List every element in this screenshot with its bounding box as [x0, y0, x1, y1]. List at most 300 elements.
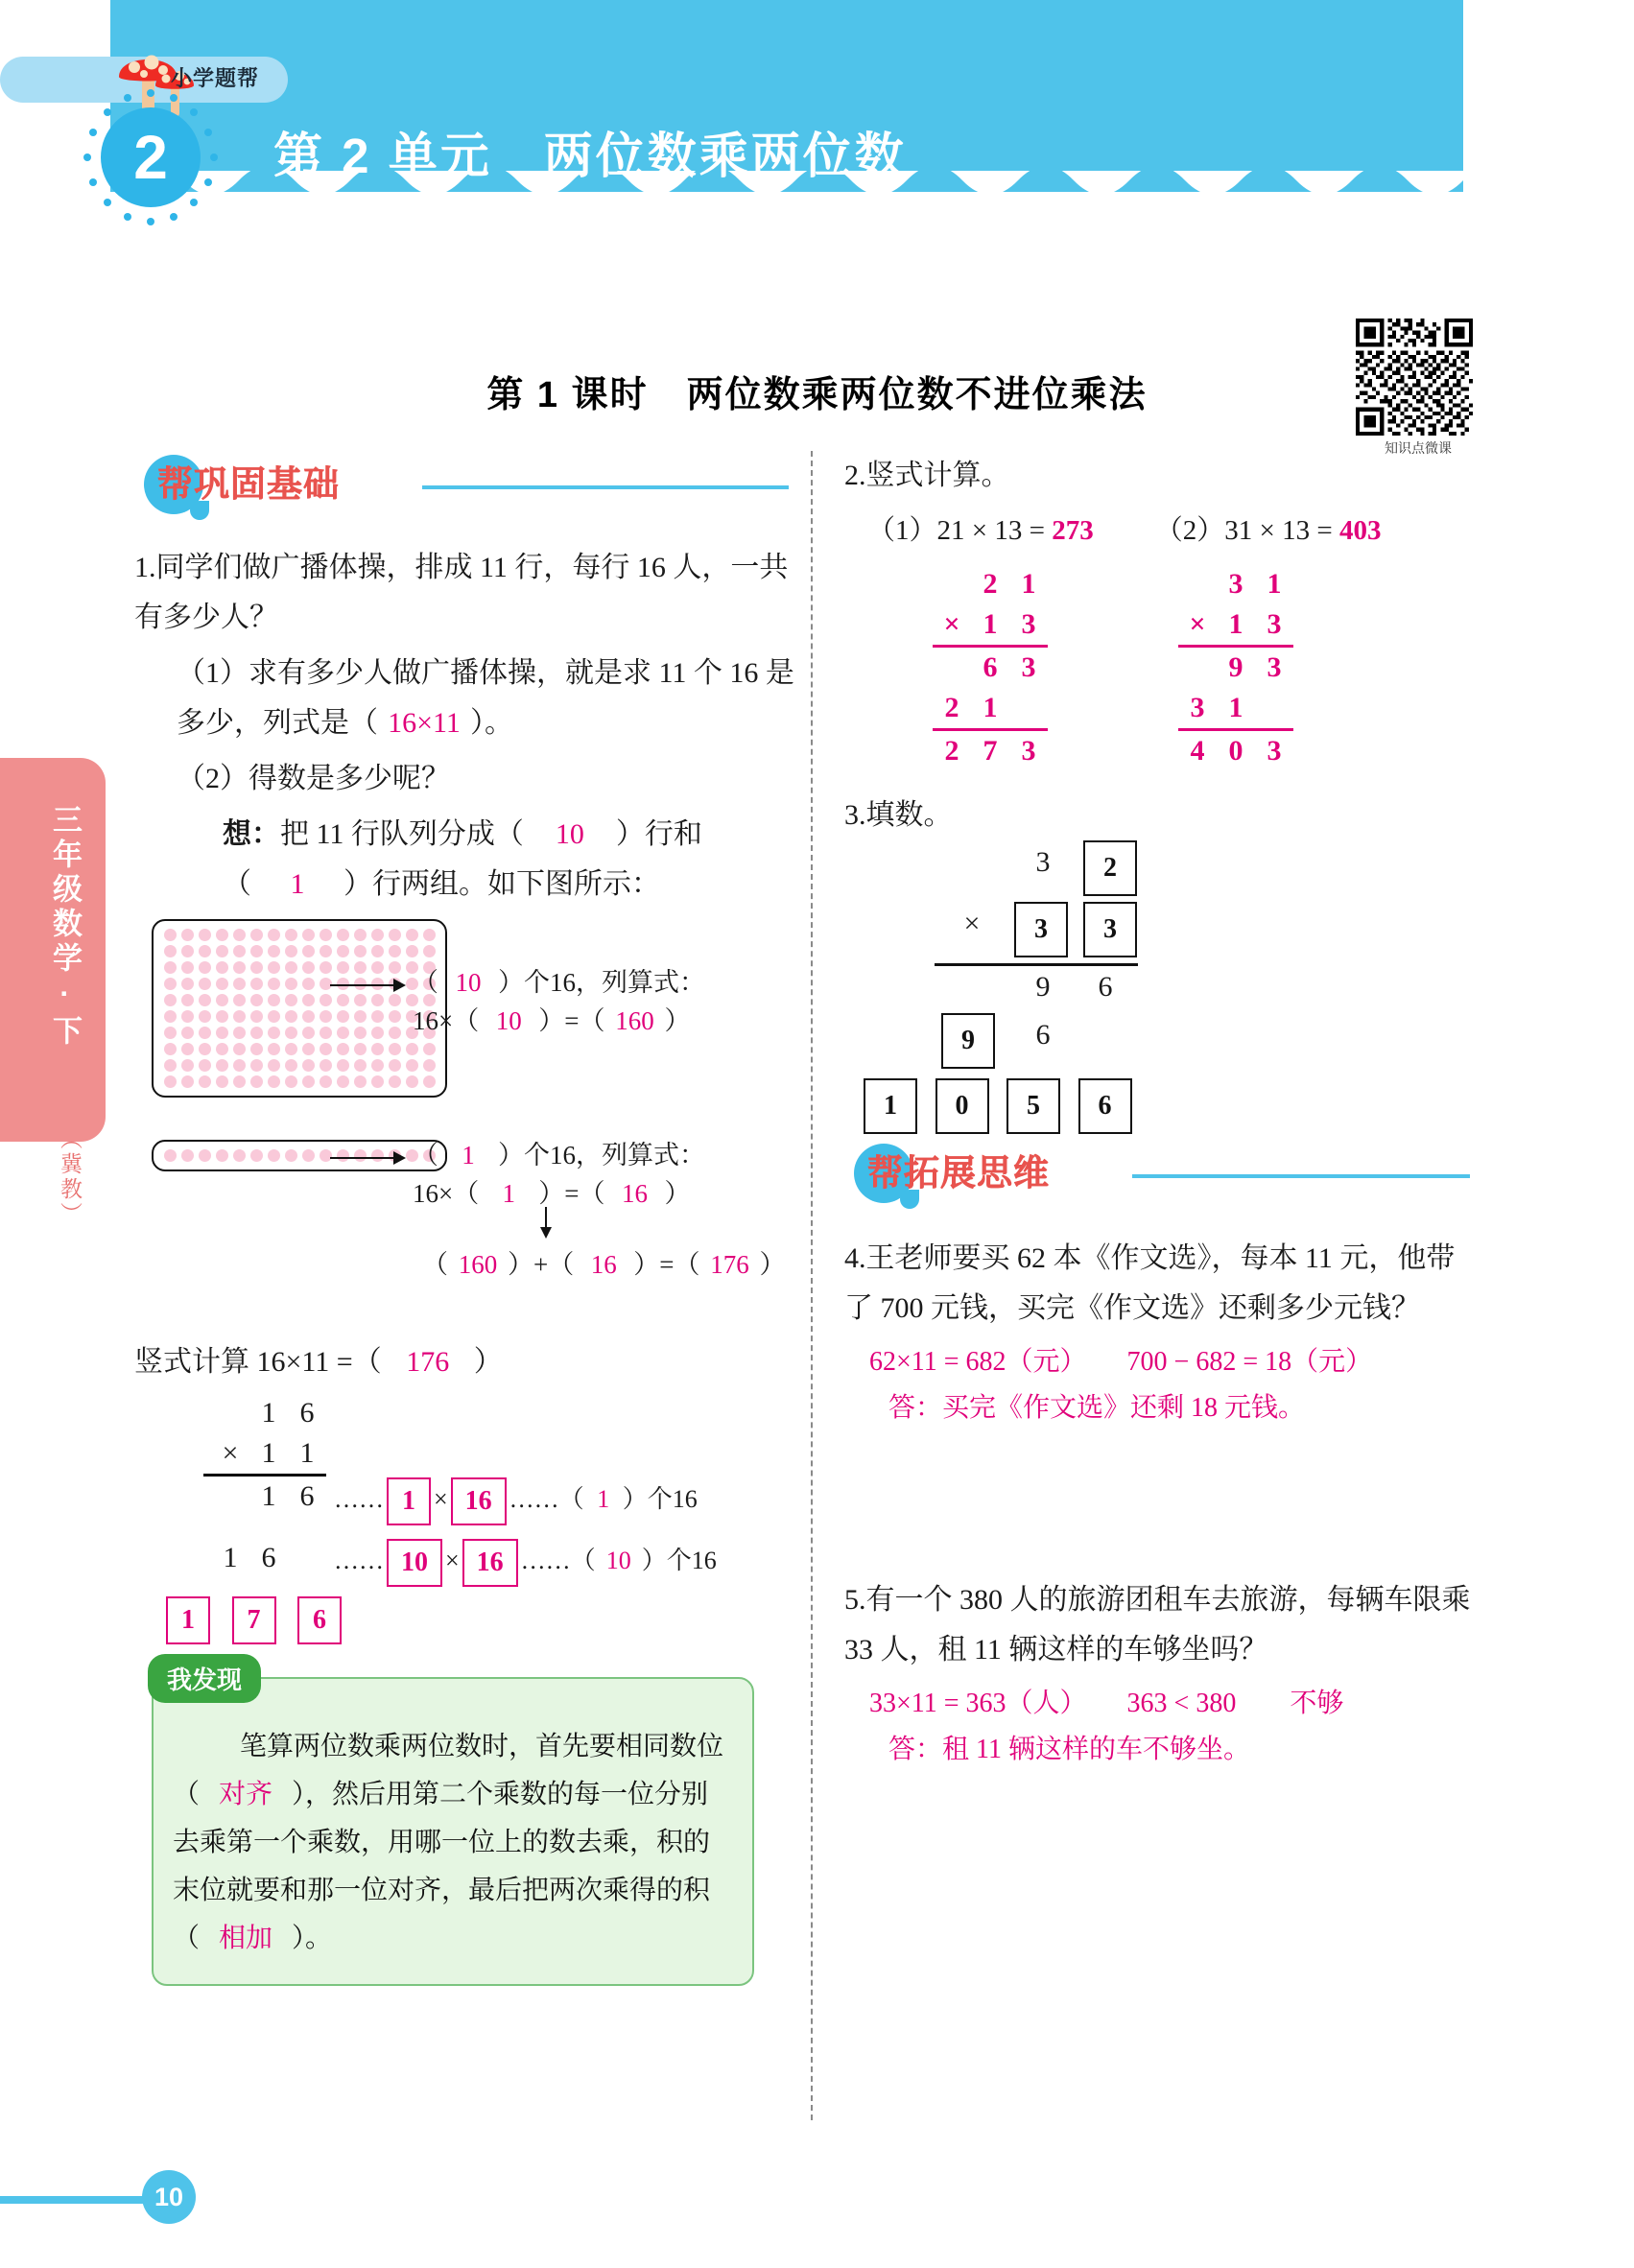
- page-number: 10: [142, 2170, 196, 2224]
- dot-row: [161, 1008, 438, 1025]
- sum-value-3[interactable]: 176: [710, 1250, 749, 1279]
- question-5: [844, 1575, 1478, 1675]
- arrow-head-top: [393, 979, 406, 992]
- grid-dot: [181, 961, 194, 974]
- grid-dot: [268, 1149, 280, 1162]
- grid-dot: [337, 1043, 349, 1055]
- grid-dot: [268, 961, 280, 974]
- grid-dot: [164, 994, 177, 1006]
- q3-partial1-tens: 9: [1035, 971, 1051, 1003]
- note1-tail-b: ）个16: [622, 1484, 698, 1513]
- q2-item1-label: （1）: [867, 515, 937, 546]
- grid-dot: [181, 994, 194, 1006]
- q3-multiply-sign: ×: [963, 908, 981, 939]
- sum-arrow-wrap: [134, 1213, 796, 1245]
- grid-dot: [406, 945, 418, 957]
- grid-dot: [164, 1149, 177, 1162]
- q1-p1-answer[interactable]: 16×11: [388, 707, 461, 739]
- grid-dot: [320, 994, 332, 1006]
- eq-bot-result[interactable]: 16: [621, 1179, 648, 1208]
- q2c1-partial2-ones: 1: [983, 692, 998, 723]
- note2-box-b[interactable]: 16: [462, 1539, 518, 1587]
- grid-dot: [268, 978, 280, 990]
- q1-number: 1.: [134, 552, 156, 583]
- vcalc-row-partial-2: [211, 1538, 326, 1578]
- q2-vertical-calcs: [844, 564, 1478, 771]
- q1-p1-text-b: ）。: [470, 707, 513, 739]
- dot-row: [161, 1025, 438, 1041]
- grid-dot: [285, 1149, 297, 1162]
- unit-number: 2: [133, 123, 168, 192]
- grid-dot: [164, 945, 177, 957]
- think-text-d: ）行两组。如下图所示：: [343, 868, 660, 900]
- q3-total-box-2[interactable]: 0: [935, 1078, 989, 1134]
- grid-dot: [164, 1043, 177, 1055]
- grid-dot: [199, 1075, 211, 1088]
- q4-work[interactable]: 62×11 = 682（元） 700 − 682 = 18（元）: [869, 1347, 1373, 1377]
- grid-dot: [337, 1149, 349, 1162]
- q3-multiplier-box-a[interactable]: 3: [1014, 902, 1068, 957]
- grid-dot: [199, 945, 211, 957]
- grid-dot: [216, 1027, 228, 1039]
- discover-answer-2[interactable]: 相加: [219, 1924, 273, 1953]
- grid-dot: [337, 961, 349, 974]
- q1-result-boxes: [163, 1596, 344, 1644]
- q2-vcalc-2: [1178, 564, 1293, 771]
- q3-rule-1: [935, 963, 1138, 966]
- array-eq-top: [413, 1002, 690, 1040]
- grid-dot: [164, 1027, 177, 1039]
- grid-dot: [337, 1059, 349, 1072]
- grid-dot: [199, 1027, 211, 1039]
- grid-dot: [302, 1059, 315, 1072]
- down-arrow-icon: [537, 1207, 555, 1244]
- grid-dot: [354, 929, 367, 941]
- grid-dot: [181, 1059, 194, 1072]
- label-top-a: （: [413, 968, 438, 997]
- partial1-ones: 6: [299, 1480, 315, 1512]
- dot-row: [161, 959, 438, 976]
- grid-dot: [302, 1027, 315, 1039]
- grid-dot: [302, 1149, 315, 1162]
- section-header-basics: [134, 451, 796, 520]
- grid-dot: [250, 1010, 263, 1023]
- grid-dot: [233, 1027, 246, 1039]
- grid-dot: [216, 1149, 228, 1162]
- grid-dot: [337, 929, 349, 941]
- note2-dots-a: ……: [334, 1546, 384, 1574]
- grid-dot: [354, 994, 367, 1006]
- partial1-tens: 1: [261, 1480, 276, 1512]
- vcalc-row-multiplier: [211, 1433, 326, 1474]
- discover-text-a: 笔算两位数乘两位数时，首先要相同数位（: [173, 1732, 724, 1809]
- q2-item2-result[interactable]: 403: [1338, 515, 1382, 546]
- grid-dot: [181, 1149, 194, 1162]
- discover-text-c: ）。: [292, 1924, 333, 1953]
- eq-bot-b: ）=（: [538, 1179, 605, 1208]
- grid-dot: [423, 1075, 436, 1088]
- grid-dot: [285, 929, 297, 941]
- q3-total-box-4[interactable]: 6: [1078, 1078, 1132, 1134]
- question-1: [134, 543, 796, 643]
- think-text-a: 把 11 行队列分成（: [280, 818, 524, 850]
- partial2-tens: 1: [223, 1542, 238, 1573]
- q3-total-box-3[interactable]: 5: [1006, 1078, 1060, 1134]
- grid-dot: [371, 1010, 384, 1023]
- sum-value-1[interactable]: 160: [458, 1250, 498, 1279]
- sum-d: ）: [759, 1250, 786, 1279]
- grid-dot: [268, 1027, 280, 1039]
- grid-dot: [216, 978, 228, 990]
- vertical-intro-a: 竖式计算 16×11 =（: [134, 1346, 382, 1378]
- grid-dot: [406, 1043, 418, 1055]
- grid-dot: [371, 994, 384, 1006]
- grid-dot: [371, 1043, 384, 1055]
- grid-dot: [250, 961, 263, 974]
- grid-dot: [250, 1027, 263, 1039]
- q2c1-multiplier-ones: 3: [1021, 608, 1036, 640]
- q2-expr-2: [1155, 507, 1382, 555]
- grid-dot: [199, 978, 211, 990]
- grid-dot: [302, 994, 315, 1006]
- grid-dot: [233, 1075, 246, 1088]
- label-bot-a: （: [413, 1141, 438, 1169]
- q3-vertical-calc: [884, 846, 1478, 1134]
- q3-stem: 填数。: [865, 799, 953, 831]
- section-header-extend: [844, 1140, 1478, 1209]
- q1-p1-text-a: 求有多少人做广播体操，就是求 11 个 16 是多少，列式是（: [177, 657, 794, 739]
- q1-part1: [134, 649, 796, 748]
- grid-dot: [337, 945, 349, 957]
- q1-p1-label: （1）: [177, 657, 249, 689]
- arrow-line-bottom: [330, 1157, 395, 1159]
- column-divider: [811, 451, 813, 2120]
- q5-answer-label: 答：: [888, 1735, 943, 1764]
- right-column: [844, 451, 1478, 1773]
- discover-answer-1[interactable]: 对齐: [219, 1780, 273, 1809]
- grid-dot: [302, 978, 315, 990]
- grid-dot: [181, 1075, 194, 1088]
- grid-dot: [337, 1027, 349, 1039]
- q2c2-total-tens: 0: [1228, 735, 1243, 767]
- q5-work[interactable]: 33×11 = 363（人） 363 < 380 不够: [869, 1689, 1344, 1718]
- grid-dot: [216, 1059, 228, 1072]
- grid-dot: [389, 1027, 401, 1039]
- arrow-head-bottom: [393, 1151, 406, 1165]
- grid-dot: [406, 1059, 418, 1072]
- note1-times: ×: [434, 1484, 448, 1513]
- grid-dot: [302, 1010, 315, 1023]
- q2c2-multiply-sign: ×: [1189, 608, 1206, 640]
- note2-box-a[interactable]: 10: [387, 1539, 442, 1587]
- grid-dot: [233, 929, 246, 941]
- note2-times: ×: [445, 1546, 460, 1574]
- q5-answer-text: 租 11 辆这样的车不够坐。: [942, 1735, 1250, 1764]
- grid-dot: [181, 929, 194, 941]
- grid-dot: [389, 961, 401, 974]
- q3-partial2-box[interactable]: 9: [941, 1013, 995, 1069]
- grid-dot: [371, 1027, 384, 1039]
- note1-dots-a: ……: [334, 1484, 384, 1513]
- q2c2-partial1-tens: 9: [1228, 651, 1243, 683]
- discover-text-b: ），然后用第二个乘数的每一位分别去乘第一个乘数，用哪一位上的数去乘，积的末位就要和那一位对齐，最后把两次乘得的积（: [173, 1780, 711, 1953]
- grid-dot: [389, 1043, 401, 1055]
- grid-dot: [216, 1043, 228, 1055]
- grid-dot: [285, 945, 297, 957]
- grid-dot: [250, 1075, 263, 1088]
- discover-box: [152, 1666, 754, 1986]
- grid-dot: [216, 1075, 228, 1088]
- q2c2-partial1-ones: 3: [1267, 651, 1282, 683]
- eq-top-b: ）=（: [538, 1006, 605, 1035]
- grid-dot: [233, 1059, 246, 1072]
- grid-dot: [285, 1043, 297, 1055]
- section-label-basics: 帮巩固基础: [157, 464, 340, 504]
- result-box-ones[interactable]: 6: [297, 1596, 342, 1644]
- grid-dot: [337, 994, 349, 1006]
- grid-dot: [181, 1010, 194, 1023]
- section-rule: [422, 485, 789, 489]
- grid-dot: [423, 1043, 436, 1055]
- eq-top-c: ）: [664, 1006, 691, 1035]
- q2c1-total-ones: 3: [1021, 735, 1036, 767]
- q2c1-multiplicand-ones: 1: [1021, 568, 1036, 600]
- q1-vertical-calc: [154, 1393, 796, 1652]
- q2c2-total-hundreds: 4: [1190, 735, 1205, 767]
- grid-dot: [285, 1027, 297, 1039]
- note1-box-b[interactable]: 16: [451, 1477, 507, 1525]
- note1-tail-answer[interactable]: 1: [597, 1484, 610, 1513]
- grid-dot: [320, 1075, 332, 1088]
- array-label-bottom: [413, 1136, 705, 1174]
- note1-tail-a: （: [558, 1484, 584, 1513]
- think-text-b: ）行和: [615, 818, 702, 850]
- grid-dot: [199, 961, 211, 974]
- q4-answer[interactable]: [844, 1385, 1478, 1431]
- label-top-b: ）个16，列算式：: [498, 968, 705, 997]
- grid-dot: [164, 978, 177, 990]
- multiplicand-ones: 6: [299, 1397, 315, 1429]
- partial2-ones: 6: [261, 1542, 276, 1573]
- note1-box-a[interactable]: 1: [387, 1477, 431, 1525]
- grid-dot: [250, 1059, 263, 1072]
- grid-dot: [389, 945, 401, 957]
- vcalc-row-partial-1: [211, 1477, 326, 1517]
- grid-dot: [216, 945, 228, 957]
- grid-dot: [354, 945, 367, 957]
- note2-tail-answer[interactable]: 10: [605, 1546, 631, 1574]
- array-box-top: [152, 919, 447, 1098]
- result-box-tens[interactable]: 7: [232, 1596, 276, 1644]
- q2c2-multiplier-ones: 3: [1267, 608, 1282, 640]
- q2c1-total-tens: 7: [983, 735, 998, 767]
- grid-dot: [216, 929, 228, 941]
- grid-dot: [233, 1149, 246, 1162]
- grid-dot: [199, 1043, 211, 1055]
- grid-dot: [199, 929, 211, 941]
- grid-dot: [181, 1043, 194, 1055]
- grid-dot: [337, 1075, 349, 1088]
- q2c2-multiplier-tens: 1: [1228, 608, 1243, 640]
- q5-stem: 有一个 380 人的旅游团租车去旅游，每辆车限乘 33 人，租 11 辆这样的车够坐吗？: [844, 1584, 1471, 1666]
- grid-dot: [389, 1059, 401, 1072]
- eq-bot-a: 16×（: [413, 1179, 480, 1208]
- q2c2-multiplicand-tens: 3: [1228, 568, 1243, 600]
- grid-dot: [268, 1010, 280, 1023]
- grid-dot: [371, 1059, 384, 1072]
- q4-stem: 王老师要买 62 本《作文选》，每本 11 元，他带了 700 元钱，买完《作文选》还剩多少元钱？: [844, 1242, 1456, 1324]
- grid-dot: [164, 929, 177, 941]
- q3-partial1-ones: 6: [1098, 971, 1113, 1003]
- grid-dot: [354, 961, 367, 974]
- q2c2-partial2-ones: 1: [1228, 692, 1243, 723]
- left-column: [134, 451, 796, 1986]
- grid-dot: [320, 1027, 332, 1039]
- q1-vertical-intro: [134, 1337, 796, 1387]
- grid-dot: [302, 945, 315, 957]
- arrow-line-top: [330, 984, 395, 986]
- eq-top-result[interactable]: 160: [615, 1006, 654, 1035]
- grid-dot: [371, 1149, 384, 1162]
- q2-item1-result[interactable]: 273: [1052, 515, 1094, 546]
- think-answer-2[interactable]: 1: [290, 868, 305, 900]
- dot-row: [161, 992, 438, 1008]
- grid-dot: [216, 1010, 228, 1023]
- q3-total-box-1[interactable]: 1: [864, 1078, 917, 1134]
- sum-c: ）=（: [633, 1250, 700, 1279]
- grid-dot: [164, 1010, 177, 1023]
- multiplier-tens: 1: [261, 1437, 276, 1469]
- grid-dot: [320, 1059, 332, 1072]
- vertical-intro-answer[interactable]: 176: [406, 1346, 450, 1378]
- q4-number: 4.: [844, 1242, 866, 1274]
- note2-tail-a: （: [570, 1546, 596, 1574]
- grid-dot: [250, 994, 263, 1006]
- grid-dot: [216, 961, 228, 974]
- grid-dot: [199, 994, 211, 1006]
- eq-bot-answer[interactable]: 1: [502, 1179, 515, 1208]
- grid-dot: [199, 1059, 211, 1072]
- grid-dot: [354, 1059, 367, 1072]
- grid-dot: [320, 1010, 332, 1023]
- label-bot-b: ）个16，列算式：: [498, 1141, 705, 1169]
- grid-dot: [371, 929, 384, 941]
- result-box-hundreds[interactable]: 1: [166, 1596, 210, 1644]
- multiplicand-tens: 1: [261, 1397, 276, 1429]
- q5-answer[interactable]: [844, 1727, 1478, 1773]
- grid-dot: [423, 1059, 436, 1072]
- grid-dot: [268, 945, 280, 957]
- eq-top-a: 16×（: [413, 1006, 480, 1035]
- q2-expr-1: [867, 507, 1094, 555]
- array-diagram: [152, 919, 796, 1207]
- grid-dot: [285, 1059, 297, 1072]
- grid-dot: [181, 978, 194, 990]
- grid-dot: [285, 978, 297, 990]
- q2-item1-expr: 21 × 13 =: [936, 515, 1045, 546]
- grid-dot: [406, 1075, 418, 1088]
- grid-dot: [181, 945, 194, 957]
- q3-partial2-plain: 6: [1035, 1019, 1051, 1051]
- grid-dot: [268, 1059, 280, 1072]
- eq-bot-c: ）: [664, 1179, 691, 1208]
- q3-multiplier-box-b[interactable]: 3: [1083, 902, 1137, 957]
- q2c2-partial2-tens: 3: [1190, 692, 1205, 723]
- grid-dot: [216, 994, 228, 1006]
- question-2: [844, 451, 1478, 501]
- section-label-extend: 帮拓展思维: [867, 1153, 1050, 1193]
- grid-dot: [285, 961, 297, 974]
- grid-dot: [302, 929, 315, 941]
- grid-dot: [233, 978, 246, 990]
- grid-dot: [389, 1010, 401, 1023]
- q2-exprs: [844, 507, 1478, 555]
- q2-item2-label: （2）: [1154, 515, 1225, 546]
- sum-value-2[interactable]: 16: [590, 1250, 617, 1279]
- think-text-c: （: [223, 868, 251, 900]
- grid-dot: [302, 961, 315, 974]
- lesson-title: 第 1 课时 两位数乘两位数不进位乘法: [486, 375, 1148, 415]
- question-3: [844, 791, 1478, 840]
- q2-vcalc-1: [933, 564, 1048, 771]
- grid-dot: [233, 994, 246, 1006]
- think-label: 想：: [223, 818, 280, 850]
- grid-dot: [337, 1010, 349, 1023]
- q2c1-multiplicand-tens: 2: [983, 568, 998, 600]
- grid-dot: [389, 994, 401, 1006]
- grid-dot: [320, 945, 332, 957]
- q1-p2-label: （2）: [177, 763, 249, 794]
- q5-number: 5.: [844, 1584, 866, 1616]
- grid-dot: [320, 929, 332, 941]
- q3-total-boxes: [864, 1078, 1132, 1134]
- q2c1-total-hundreds: 2: [944, 735, 959, 767]
- dot-row: [161, 1041, 438, 1057]
- q2c1-partial2-tens: 2: [944, 692, 959, 723]
- grid-dot: [389, 1075, 401, 1088]
- grid-dot: [164, 961, 177, 974]
- grid-dot: [164, 1075, 177, 1088]
- q4-answer-text: 买完《作文选》还剩 18 元钱。: [942, 1393, 1306, 1423]
- grid-dot: [250, 978, 263, 990]
- eq-top-answer[interactable]: 10: [495, 1006, 522, 1035]
- grid-dot: [320, 1043, 332, 1055]
- grid-dot: [268, 929, 280, 941]
- q2-number: 2.: [844, 460, 866, 491]
- grid-dot: [354, 1149, 367, 1162]
- question-4: [844, 1234, 1478, 1334]
- think-answer-1[interactable]: 10: [555, 818, 584, 850]
- note-2: [334, 1539, 717, 1587]
- dot-row: [161, 943, 438, 959]
- q1-stem: 同学们做广播体操，排成 11 行，每行 16 人，一共有多少人？: [134, 552, 789, 633]
- note-1: [334, 1477, 698, 1525]
- q2-stem: 竖式计算。: [865, 460, 1010, 491]
- q2c2-total-ones: 3: [1267, 735, 1282, 767]
- grid-dot: [199, 1010, 211, 1023]
- grid-dot: [354, 1075, 367, 1088]
- grid-dot: [320, 961, 332, 974]
- label-top-answer[interactable]: 10: [455, 968, 482, 997]
- grid-dot: [354, 1043, 367, 1055]
- grid-dot: [320, 1149, 332, 1162]
- sidebar-grade-subject: 三年级数学·下: [48, 804, 82, 1050]
- grid-dot: [371, 961, 384, 974]
- grid-dot: [199, 1149, 211, 1162]
- q3-top-box[interactable]: 2: [1083, 840, 1137, 896]
- label-bot-answer[interactable]: 1: [462, 1141, 475, 1169]
- grid-dot: [233, 961, 246, 974]
